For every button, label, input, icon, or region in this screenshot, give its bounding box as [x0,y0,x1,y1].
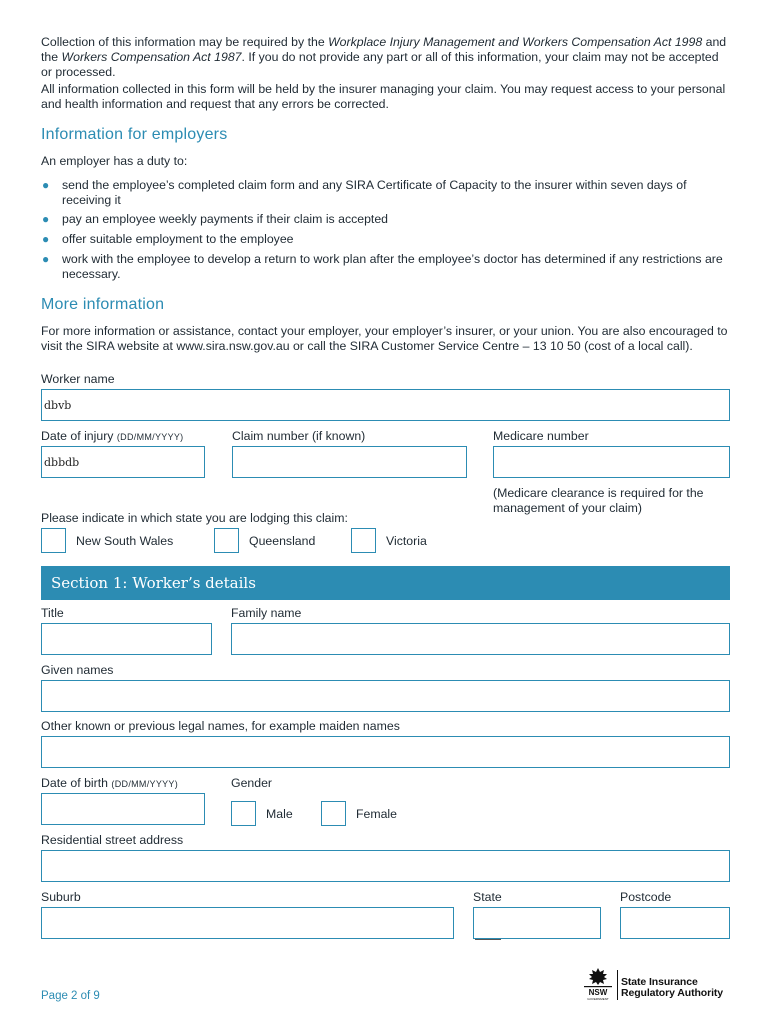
date-of-injury-label-text: Date of injury [41,429,114,443]
logo-line-2: Regulatory Authority [621,987,724,999]
state-prompt: Please indicate in which state you are lodging this claim: [41,511,348,525]
other-names-input[interactable] [41,736,730,768]
state-vic-checkbox[interactable] [351,528,376,553]
gender-female-checkbox[interactable] [321,801,346,826]
waratah-icon [583,966,613,1002]
claim-number-input[interactable] [232,446,467,478]
worker-name-input[interactable]: dbvb [41,389,730,421]
suburb-input[interactable] [41,907,454,939]
family-name-label: Family name [231,606,302,620]
divider [475,939,501,940]
logo-nsw-text: NSW [588,988,608,997]
state-nsw-checkbox[interactable] [41,528,66,553]
dob-label-text: Date of birth [41,776,108,790]
section-1-title: Section 1: Worker’s details [51,574,256,592]
list-item [41,252,731,282]
logo-name [621,977,723,999]
medicare-note: (Medicare clearance is required for the management of your claim) [493,486,704,515]
suburb-label: Suburb [41,890,81,904]
state-label: State [473,890,502,904]
dob-format-hint: (DD/MM/YYYY) [111,779,179,789]
page-number: Page 2 of 9 [41,990,100,1002]
bullet-icon: ● [42,178,50,192]
date-of-injury-label [41,429,183,445]
bullet-icon: ● [42,232,50,246]
employers-duty-list [41,178,731,282]
section-1-header [41,566,730,600]
employers-lead: An employer has a duty to: [41,154,188,168]
medicare-number-input[interactable] [493,446,730,478]
privacy-text: . If you do not provide any part or all of this information, your claim may not be accepted or processed. [41,50,719,79]
list-item [41,178,731,208]
list-item-text: send the employee’s completed claim form and any SIRA Certificate of Capacity to the insurer within seven days of receiving it [62,178,687,207]
claim-number-label: Claim number (if known) [232,429,366,443]
postcode-label: Postcode [620,890,672,904]
act-name-1987: Workers Compensation Act 1987 [61,50,242,64]
logo-gov-text: GOVERNMENT [587,997,609,1001]
title-input[interactable] [41,623,212,655]
state-qld-checkbox[interactable] [214,528,239,553]
bullet-icon: ● [42,212,50,226]
list-item-text: pay an employee weekly payments if their claim is accepted [62,212,389,226]
list-item [41,212,731,227]
address-label: Residential street address [41,833,184,847]
more-info-heading: More information [41,296,165,313]
family-name-input[interactable] [231,623,730,655]
date-of-injury-input[interactable]: dbbdb [41,446,205,478]
logo-divider [617,970,618,1000]
list-item [41,232,731,247]
state-nsw-label: New South Wales [76,534,174,548]
employers-heading: Information for employers [41,126,228,143]
privacy-paragraph-2: All information collected in this form will be held by the insurer managing your claim. You may request access to your personal and health information and request that any errors be corrected. [41,82,726,111]
date-format-hint: (DD/MM/YYYY) [116,432,184,442]
privacy-paragraph-1 [41,35,731,80]
given-names-label: Given names [41,663,114,677]
address-input[interactable] [41,850,730,882]
logo-line-1: State Insurance [621,976,698,988]
dob-label [41,776,178,792]
bullet-icon: ● [42,252,50,266]
list-item-text: offer suitable employment to the employee [62,232,294,246]
gender-female-label: Female [356,807,398,821]
gender-label: Gender [231,776,273,790]
state-vic-label: Victoria [386,534,427,548]
gender-male-checkbox[interactable] [231,801,256,826]
privacy-text: Collection of this information may be required by the [41,35,329,49]
list-item-text: work with the employee to develop a return to work plan after the employee’s doctor has determined if any restrictions are necessary. [62,252,723,281]
title-label: Title [41,606,64,620]
other-names-label: Other known or previous legal names, for example maiden names [41,719,400,733]
given-names-input[interactable] [41,680,730,712]
more-info-text: For more information or assistance, contact your employer, your employer’s insurer, or your union. You are also encouraged to visit the SIRA website at www.sira.nsw.gov.au or call the SIRA Customer Service Centre – 13 10 50 (cost of a local call). [41,324,728,353]
dob-input[interactable] [41,793,205,825]
act-name-1998: Workplace Injury Management and Workers Compensation Act 1998 [328,35,703,49]
gender-male-label: Male [266,807,293,821]
privacy-text: and the [41,35,727,64]
medicare-number-label: Medicare number [493,429,589,443]
sira-logo [583,966,733,1004]
worker-name-label: Worker name [41,372,115,386]
postcode-input[interactable] [620,907,730,939]
state-qld-label: Queensland [249,534,316,548]
state-input[interactable] [473,907,601,939]
